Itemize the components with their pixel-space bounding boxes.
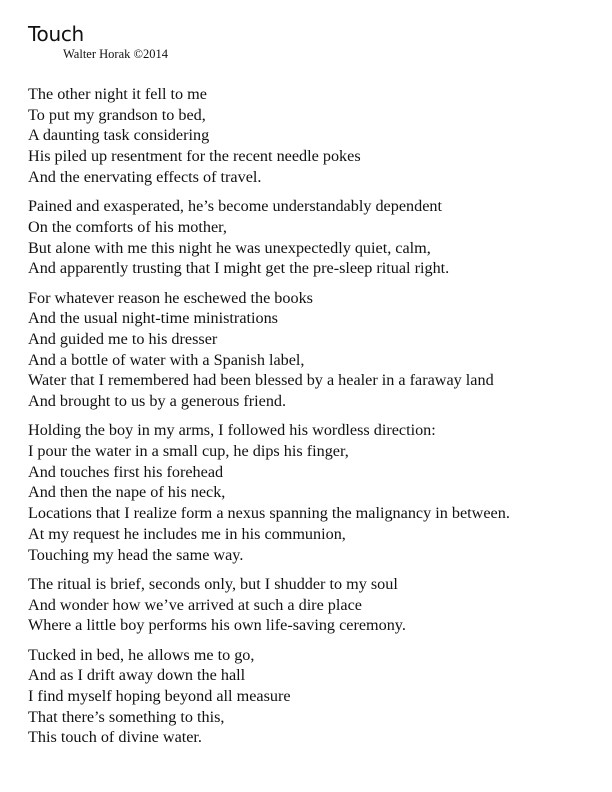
poem-line: The ritual is brief, seconds only, but I shudder to my soul bbox=[28, 574, 398, 593]
poem-line: And the enervating effects of travel. bbox=[28, 167, 262, 186]
poem-line: And apparently trusting that I might get the pre-sleep ritual right. bbox=[28, 259, 450, 278]
poem-line: That there’s something to this, bbox=[28, 707, 225, 726]
poem-line: Holding the boy in my arms, I followed his wordless direction: bbox=[28, 421, 436, 440]
stanza bbox=[28, 196, 510, 279]
poem-line: On the comforts of his mother, bbox=[28, 217, 227, 236]
poem-line: I pour the water in a small cup, he dips his finger, bbox=[28, 442, 349, 461]
poem-line: Where a little boy performs his own life-saving ceremony. bbox=[28, 616, 406, 635]
stanza bbox=[28, 420, 510, 565]
poem-line: And as I drift away down the hall bbox=[28, 666, 246, 685]
poem-line: Tucked in bed, he allows me to go, bbox=[28, 645, 255, 664]
poem-line: Locations that I realize form a nexus spanning the malignancy in between. bbox=[28, 504, 510, 523]
stanza bbox=[28, 645, 510, 749]
poem-line: I find myself hoping beyond all measure bbox=[28, 686, 291, 705]
poem-line: Touching my head the same way. bbox=[28, 545, 244, 564]
stanza bbox=[28, 574, 510, 636]
poem-line: But alone with me this night he was unexpectedly quiet, calm, bbox=[28, 238, 431, 257]
poem-line: And a bottle of water with a Spanish label, bbox=[28, 350, 305, 369]
poem-title: Touch bbox=[28, 22, 84, 46]
poem-line: And then the nape of his neck, bbox=[28, 483, 226, 502]
poem-line: Pained and exasperated, he’s become understandably dependent bbox=[28, 197, 442, 216]
poem-line: His piled up resentment for the recent needle pokes bbox=[28, 147, 361, 166]
poem-line: And wonder how we’ve arrived at such a dire place bbox=[28, 595, 362, 614]
poem-body bbox=[28, 84, 510, 757]
poem-line: At my request he includes me in his communion, bbox=[28, 524, 346, 543]
poem-line: To put my grandson to bed, bbox=[28, 105, 206, 124]
stanza bbox=[28, 288, 510, 412]
poem-line: And the usual night-time ministrations bbox=[28, 309, 278, 328]
poem-line: Water that I remembered had been blessed by a healer in a faraway land bbox=[28, 371, 494, 390]
poem-line: And touches first his forehead bbox=[28, 462, 224, 481]
poem-line: This touch of divine water. bbox=[28, 728, 202, 747]
stanza bbox=[28, 84, 510, 188]
poem-line: And brought to us by a generous friend. bbox=[28, 392, 287, 411]
author-credit: Walter Horak ©2014 bbox=[63, 47, 168, 61]
poem-line: The other night it fell to me bbox=[28, 85, 207, 103]
poem-line: For whatever reason he eschewed the books bbox=[28, 288, 313, 307]
poem-line: And guided me to his dresser bbox=[28, 329, 218, 348]
poem-line: A daunting task considering bbox=[28, 126, 210, 145]
